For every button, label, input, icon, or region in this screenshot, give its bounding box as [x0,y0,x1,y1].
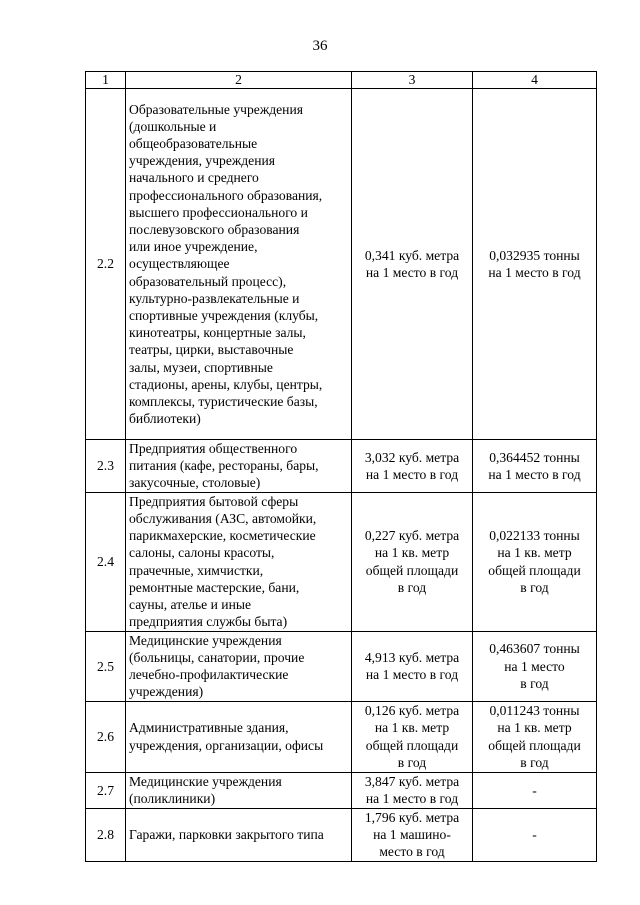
volume-norm: 3,847 куб. метра на 1 место в год [352,772,473,808]
facility-type: Гаражи, парковки закрытого типа [126,808,352,861]
mass-norm: 0,022133 тонны на 1 кв. метр общей площади в год [473,492,597,631]
volume-norm: 0,227 куб. метра на 1 кв. метр общей площади в год [352,492,473,631]
mass-norm: 0,364452 тонны на 1 место в год [473,440,597,493]
mass-norm: 0,032935 тонны на 1 место в год [473,89,597,440]
volume-norm: 4,913 куб. метра на 1 место в год [352,631,473,701]
mass-norm: 0,011243 тонны на 1 кв. метр общей площади в год [473,701,597,772]
row-number: 2.5 [86,631,126,701]
row-number: 2.6 [86,701,126,772]
table-header-row [86,72,597,89]
column-header-4: 4 [473,72,597,89]
column-header-3: 3 [352,72,473,89]
facility-type: Предприятия общественного питания (кафе, рестораны, бары, закусочные, столовые) [126,440,352,493]
volume-norm: 1,796 куб. метра на 1 машино- место в год [352,808,473,861]
column-header-1: 1 [86,72,126,89]
column-header-2: 2 [126,72,352,89]
facility-type: Образовательные учреждения (дошкольные и общеобразовательные учреждения, учреждения начального и среднего профессионального образования, высшего профессионального и послевузовского образования или иное учреждение, осуществляющее образовательный процесс), культурно-развлекательные и спортивные учреждения (клубы, кинотеатры, концертные залы, театры, цирки, выставочные залы, музеи, спортивные стадионы, арены, клубы, центры, комплексы, туристические базы, библиотеки) [126,89,352,440]
row-number: 2.3 [86,440,126,493]
table-row [86,440,597,493]
facility-type: Медицинские учреждения (больницы, санатории, прочие лечебно-профилактические учреждения) [126,631,352,701]
volume-norm: 0,341 куб. метра на 1 место в год [352,89,473,440]
table-row [86,772,597,808]
mass-norm: - [473,808,597,861]
row-number: 2.4 [86,492,126,631]
table-row [86,701,597,772]
page-number: 36 [312,38,328,54]
table-row [86,808,597,861]
row-number: 2.2 [86,89,126,440]
row-number: 2.8 [86,808,126,861]
volume-norm: 3,032 куб. метра на 1 место в год [352,440,473,493]
table-row [86,89,597,440]
mass-norm: - [473,772,597,808]
facility-type: Медицинские учреждения (поликлиники) [126,772,352,808]
norms-table [85,71,597,862]
facility-type: Предприятия бытовой сферы обслуживания (АЗС, автомойки, парикмахерские, косметические салоны, салоны красоты, прачечные, химчистки, ремонтные мастерские, бани, сауны, ателье и иные предприятия службы быта) [126,492,352,631]
row-number: 2.7 [86,772,126,808]
volume-norm: 0,126 куб. метра на 1 кв. метр общей площади в год [352,701,473,772]
table-row [86,631,597,701]
table-row [86,492,597,631]
facility-type: Административные здания, учреждения, организации, офисы [126,701,352,772]
mass-norm: 0,463607 тонны на 1 место в год [473,631,597,701]
